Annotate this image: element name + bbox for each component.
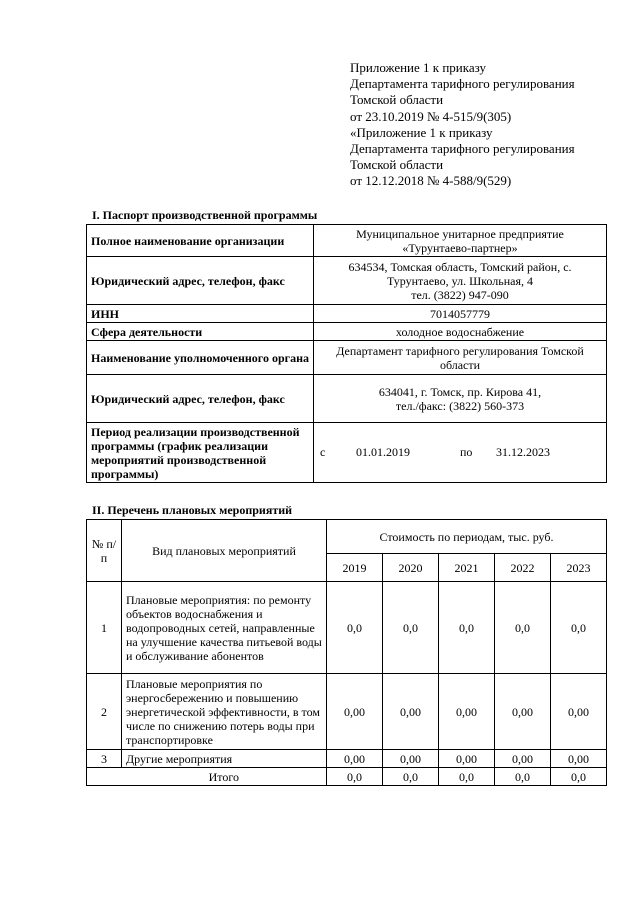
passport-row xyxy=(87,225,607,257)
section1-title: I. Паспорт производственной программы xyxy=(92,208,318,222)
row-value: 0,00 xyxy=(550,674,606,750)
value-line: «Турунтаево-партнер» xyxy=(402,240,518,255)
row-num: 1 xyxy=(87,582,122,674)
passport-row xyxy=(87,375,607,423)
events-header-row xyxy=(87,520,607,554)
passport-label: Юридический адрес, телефон, факс xyxy=(87,257,314,305)
row-name: Другие мероприятия xyxy=(122,750,327,768)
appendix-line: Томской области xyxy=(350,92,444,108)
period-range xyxy=(318,445,602,460)
value-line: Департамент тарифного регулирования Томской xyxy=(336,343,584,358)
total-label: Итого xyxy=(122,768,327,786)
passport-label: Полное наименование организации xyxy=(87,225,314,257)
section2-title: II. Перечень плановых мероприятий xyxy=(92,503,293,517)
table-row xyxy=(87,582,607,674)
passport-value xyxy=(314,225,607,257)
header-name: Вид плановых мероприятий xyxy=(122,520,327,582)
appendix-line: от 12.12.2018 № 4-588/9(529) xyxy=(350,173,512,189)
header-num: № п/п xyxy=(87,520,122,582)
appendix-line: Департамента тарифного регулирования xyxy=(350,141,575,157)
header-cost: Стоимость по периодам, тыс. руб. xyxy=(327,520,607,554)
period-label: Период реализации производственной программы (график реализации мероприятий производственной программы) xyxy=(87,423,314,483)
total-value: 0,0 xyxy=(438,768,494,786)
year-cell: 2019 xyxy=(327,554,383,582)
passport-label: ИНН xyxy=(87,305,314,323)
value-line: тел./факс: (3822) 560-373 xyxy=(395,398,525,413)
total-value: 0,0 xyxy=(494,768,550,786)
value-line: 634041, г. Томск, пр. Кирова 41, xyxy=(378,384,542,399)
row-num: 2 xyxy=(87,674,122,750)
passport-value: холодное водоснабжение xyxy=(314,323,607,341)
events-table xyxy=(86,519,607,786)
row-value: 0,00 xyxy=(438,750,494,768)
row-value: 0,00 xyxy=(494,750,550,768)
period-to-date: 31.12.2023 xyxy=(496,445,550,459)
passport-value xyxy=(314,257,607,305)
passport-row xyxy=(87,323,607,341)
table-row xyxy=(87,674,607,750)
row-value: 0,00 xyxy=(327,674,383,750)
table-row xyxy=(87,750,607,768)
value-line: области xyxy=(439,357,481,372)
row-value: 0,0 xyxy=(382,582,438,674)
period-value xyxy=(314,423,607,483)
passport-label: Наименование уполномоченного органа xyxy=(87,341,314,375)
passport-row-period xyxy=(87,423,607,483)
period-to-word: по xyxy=(460,445,473,459)
value-line: тел. (3822) 947-090 xyxy=(411,287,509,302)
appendix-line: Томской области xyxy=(350,157,444,173)
total-spacer xyxy=(87,768,122,786)
passport-row xyxy=(87,257,607,305)
total-value: 0,0 xyxy=(382,768,438,786)
row-value: 0,00 xyxy=(327,750,383,768)
row-value: 0,0 xyxy=(327,582,383,674)
total-row xyxy=(87,768,607,786)
value-line: 634534, Томская область, Томский район, с. xyxy=(348,259,572,274)
row-value: 0,00 xyxy=(438,674,494,750)
row-value: 0,00 xyxy=(382,750,438,768)
appendix-line: от 23.10.2019 № 4-515/9(305) xyxy=(350,108,512,124)
row-value: 0,0 xyxy=(550,582,606,674)
passport-row xyxy=(87,341,607,375)
total-value: 0,0 xyxy=(550,768,606,786)
row-value: 0,0 xyxy=(438,582,494,674)
period-from-date: 01.01.2019 xyxy=(356,445,410,459)
row-name: Плановые мероприятия по энергосбережению и повышению энергетической эффективности, в том числе по снижению потерь воды при транспортировке xyxy=(122,674,327,750)
value-line: Турунтаево, ул. Школьная, 4 xyxy=(387,273,533,288)
passport-label: Юридический адрес, телефон, факс xyxy=(87,375,314,423)
row-value: 0,0 xyxy=(494,582,550,674)
period-from-word: с xyxy=(320,445,326,459)
row-value: 0,00 xyxy=(382,674,438,750)
row-name: Плановые мероприятия: по ремонту объектов водоснабжения и водопроводных сетей, направленные на улучшение качества питьевой воды и обслуживание абонентов xyxy=(122,582,327,674)
passport-table xyxy=(86,224,607,483)
passport-value xyxy=(314,341,607,375)
passport-value: 7014057779 xyxy=(314,305,607,323)
row-num: 3 xyxy=(87,750,122,768)
row-value: 0,00 xyxy=(494,674,550,750)
year-cell: 2020 xyxy=(382,554,438,582)
total-value: 0,0 xyxy=(327,768,383,786)
appendix-line: Приложение 1 к приказу xyxy=(350,60,487,75)
year-cell: 2022 xyxy=(494,554,550,582)
row-value: 0,00 xyxy=(550,750,606,768)
passport-row xyxy=(87,305,607,323)
year-cell: 2023 xyxy=(550,554,606,582)
passport-label: Сфера деятельности xyxy=(87,323,314,341)
appendix-block xyxy=(350,60,620,190)
appendix-line: Департамента тарифного регулирования xyxy=(350,76,575,92)
passport-value xyxy=(314,375,607,423)
year-cell: 2021 xyxy=(438,554,494,582)
appendix-line: «Приложение 1 к приказу xyxy=(350,124,493,140)
value-line: Муниципальное унитарное предприятие xyxy=(356,226,564,241)
